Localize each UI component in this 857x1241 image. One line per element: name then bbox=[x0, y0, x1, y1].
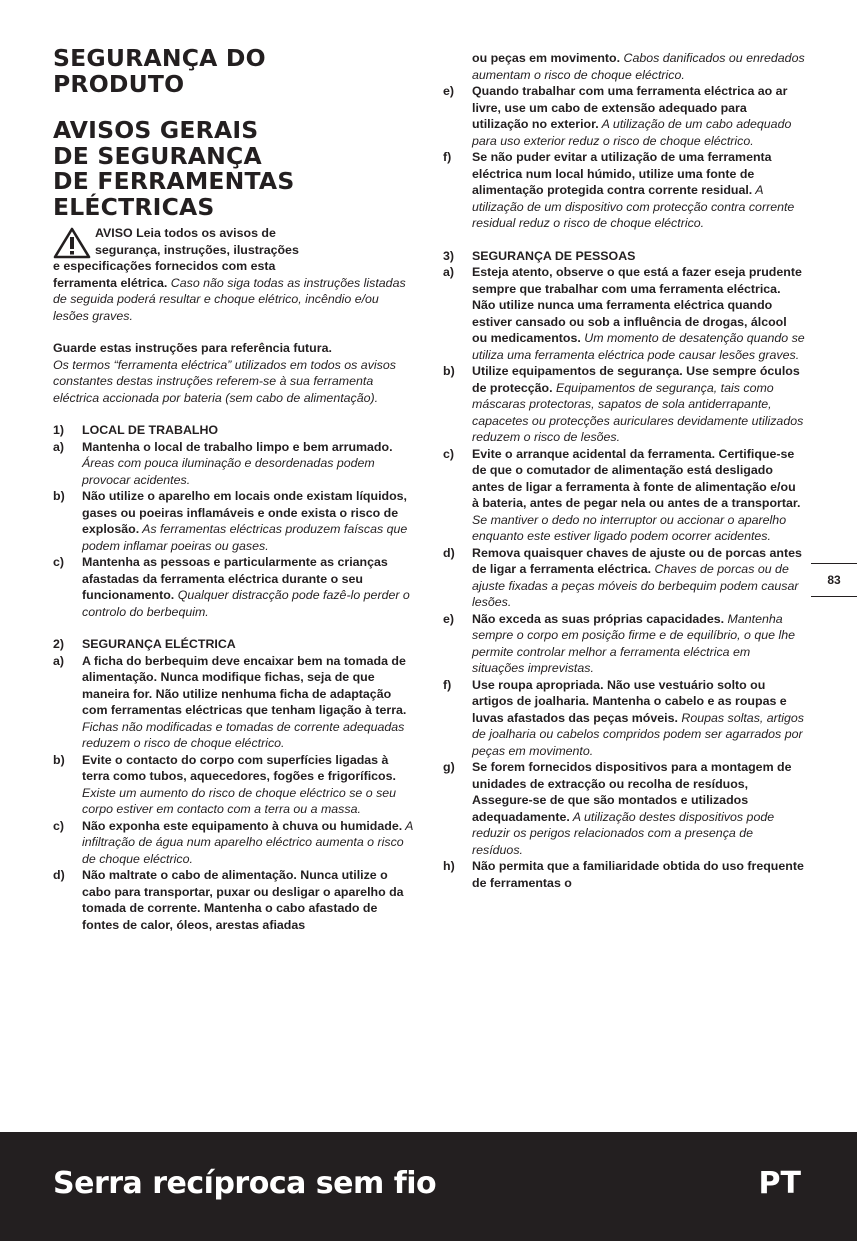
warning-block: AVISO Leia todos os avisos de segurança, instruções, ilustrações e especificações fornecidos com esta ferramenta elétrica. Caso não siga todas as instruções listadas de seguida poderá resultar e choque elétrico, incêndio e/ou lesões graves. bbox=[53, 226, 406, 323]
section-work-area: 1) LOCAL DE TRABALHO bbox=[53, 423, 219, 437]
footer-title: Serra recíproca sem fio bbox=[53, 1166, 437, 1201]
terms-note: Os termos “ferramenta eléctrica” utilizados em todos os avisos constantes destas instruções referem-se à sua ferramenta eléctrica accionada por bateria (sem cabo de alimentação). bbox=[53, 357, 396, 405]
list-item: b) Evite o contacto do corpo com superfícies ligadas à terra como tubos, aquecedores, fogões e frigoríficos. Existe um aumento do risco de choque eléctrico se o seu corpo estiver em contacto com a terra ou a massa. bbox=[53, 752, 397, 816]
list-item: g) Se forem fornecidos dispositivos para a montagem de unidades de extracção ou recolha de resíduos, Assegure-se de que são montados e utilizados adequadamente. A utilização destes dispositivos pode reduzir os perigos relacionados com a presença de resíduos. bbox=[443, 760, 792, 857]
warning-triangle-icon bbox=[53, 227, 91, 259]
section-personal-safety: 3) SEGURANÇA DE PESSOAS bbox=[443, 248, 636, 263]
list-item: d) Não maltrate o cabo de alimentação. Nunca utilize o cabo para transportar, puxar ou desligar o aparelho da tomada de corrente. Mantenha o cabo afastado de fontes de calor, óleos, arestas afiadas bbox=[53, 868, 404, 932]
list-item: a) Esteja atento, observe o que está a fazer eseja prudente sempre que trabalhar com uma ferramenta eléctrica. Não utilize nunca uma ferramenta eléctrica quando estiver cansado ou sob a influência de drogas, álcool ou medicamentos. Um momento de desatenção quando se utiliza uma ferramenta eléctrica pode causar lesões graves. bbox=[443, 265, 805, 362]
list-item: e) Não exceda as suas próprias capacidades. Mantenha sempre o corpo em posição firme e de equilíbrio, o que lhe permite controlar melhor a ferramenta eléctrica em situações imprevistas. bbox=[443, 611, 796, 675]
product-safety-heading: SEGURANÇA DO PRODUTO bbox=[53, 44, 266, 98]
list-item: b) Utilize equipamentos de segurança. Use sempre óculos de protecção. Equipamentos de segurança, tais como máscaras protectoras, sapatos de sola antiderrapante, capacetes ou protecções auriculares devidamente utilizados reduzem o risco de lesões. bbox=[443, 364, 804, 444]
page-number: 83 bbox=[811, 563, 857, 597]
list-item: d) Remova quaisquer chaves de ajuste ou de porcas antes de ligar a ferramenta eléctrica. Chaves de porcas ou de ajuste fixadas a peças móveis do berbequim podem causar lesões. bbox=[443, 545, 802, 609]
section-electrical-safety: 2) SEGURANÇA ELÉCTRICA bbox=[53, 637, 236, 651]
continued-item: ou peças em movimento. Cabos danificados ou enredados aumentam o risco de choque eléctrico. bbox=[472, 51, 805, 82]
list-item: a) A ficha do berbequim deve encaixar bem na tomada de alimentação. Nunca modifique fichas, seja de que maneira for. Não utilize nenhuma ficha de adaptação com ferramentas eléctricas que tenham ligação à terra. Fichas não modificadas e tomadas de corrente adequadas reduzem o risco de choque eléctrico. bbox=[53, 653, 407, 750]
keep-instructions: Guarde estas instruções para referência futura. bbox=[53, 341, 332, 355]
language-code: PT bbox=[758, 1166, 801, 1201]
list-item: f) Use roupa apropriada. Não use vestuário solto ou artigos de joalharia. Mantenha o cabelo e as roupas e luvas afastados das peças móveis. Roupas soltas, artigos de joalharia ou cabelos compridos podem ser agarrados por peças em movimento. bbox=[443, 677, 804, 758]
list-item: h) Não permita que a familiaridade obtida do uso frequente de ferramentas o bbox=[443, 859, 804, 890]
right-column bbox=[443, 50, 805, 891]
list-item: a) Mantenha o local de trabalho limpo e bem arrumado. Áreas com pouca iluminação e desordenadas podem provocar acidentes. bbox=[53, 439, 393, 487]
footer-bar bbox=[0, 1132, 857, 1241]
list-item: c) Evite o arranque acidental da ferramenta. Certifique-se de que o comutador de alimentação está desligado antes de ligar a ferramenta à fonte de alimentação e/ou à bateria, antes de pegar nela ou antes de a transportar. Se mantiver o dedo no interruptor ou accionar o aparelho enquanto este estiver ligado podem ocorrer acidentes. bbox=[443, 446, 801, 543]
list-item: c) Mantenha as pessoas e particularmente as crianças afastadas da ferramenta eléctrica durante o seu funcionamento. Qualquer distracção pode fazê-lo perder o controlo do berbequim. bbox=[53, 555, 410, 619]
list-item: e) Quando trabalhar com uma ferramenta eléctrica ao ar livre, use um cabo de extensão adequado para utilização no exterior. A utilização de um cabo adequado para uso exterior reduz o risco de choque eléctrico. bbox=[443, 84, 792, 148]
list-item: f) Se não puder evitar a utilização de uma ferramenta eléctrica num local húmido, utilize uma fonte de alimentação protegida contra corrente residual. A utilização de um dispositivo com protecção contra corrente residual reduz o risco de choque eléctrico. bbox=[443, 150, 795, 230]
left-column bbox=[53, 46, 415, 933]
list-item: c) Não exponha este equipamento à chuva ou humidade. A infiltração de água num aparelho eléctrico aumenta o risco de choque eléctrico. bbox=[53, 818, 413, 866]
list-item: b) Não utilize o aparelho em locais onde existam líquidos, gases ou poeiras inflamáveis e onde exista o risco de explosão. As ferramentas eléctricas produzem faíscas que podem inflamar poeiras ou gases. bbox=[53, 489, 408, 553]
general-warnings-heading: AVISOS GERAIS DE SEGURANÇA DE FERRAMENTAS ELÉCTRICAS bbox=[53, 116, 295, 221]
